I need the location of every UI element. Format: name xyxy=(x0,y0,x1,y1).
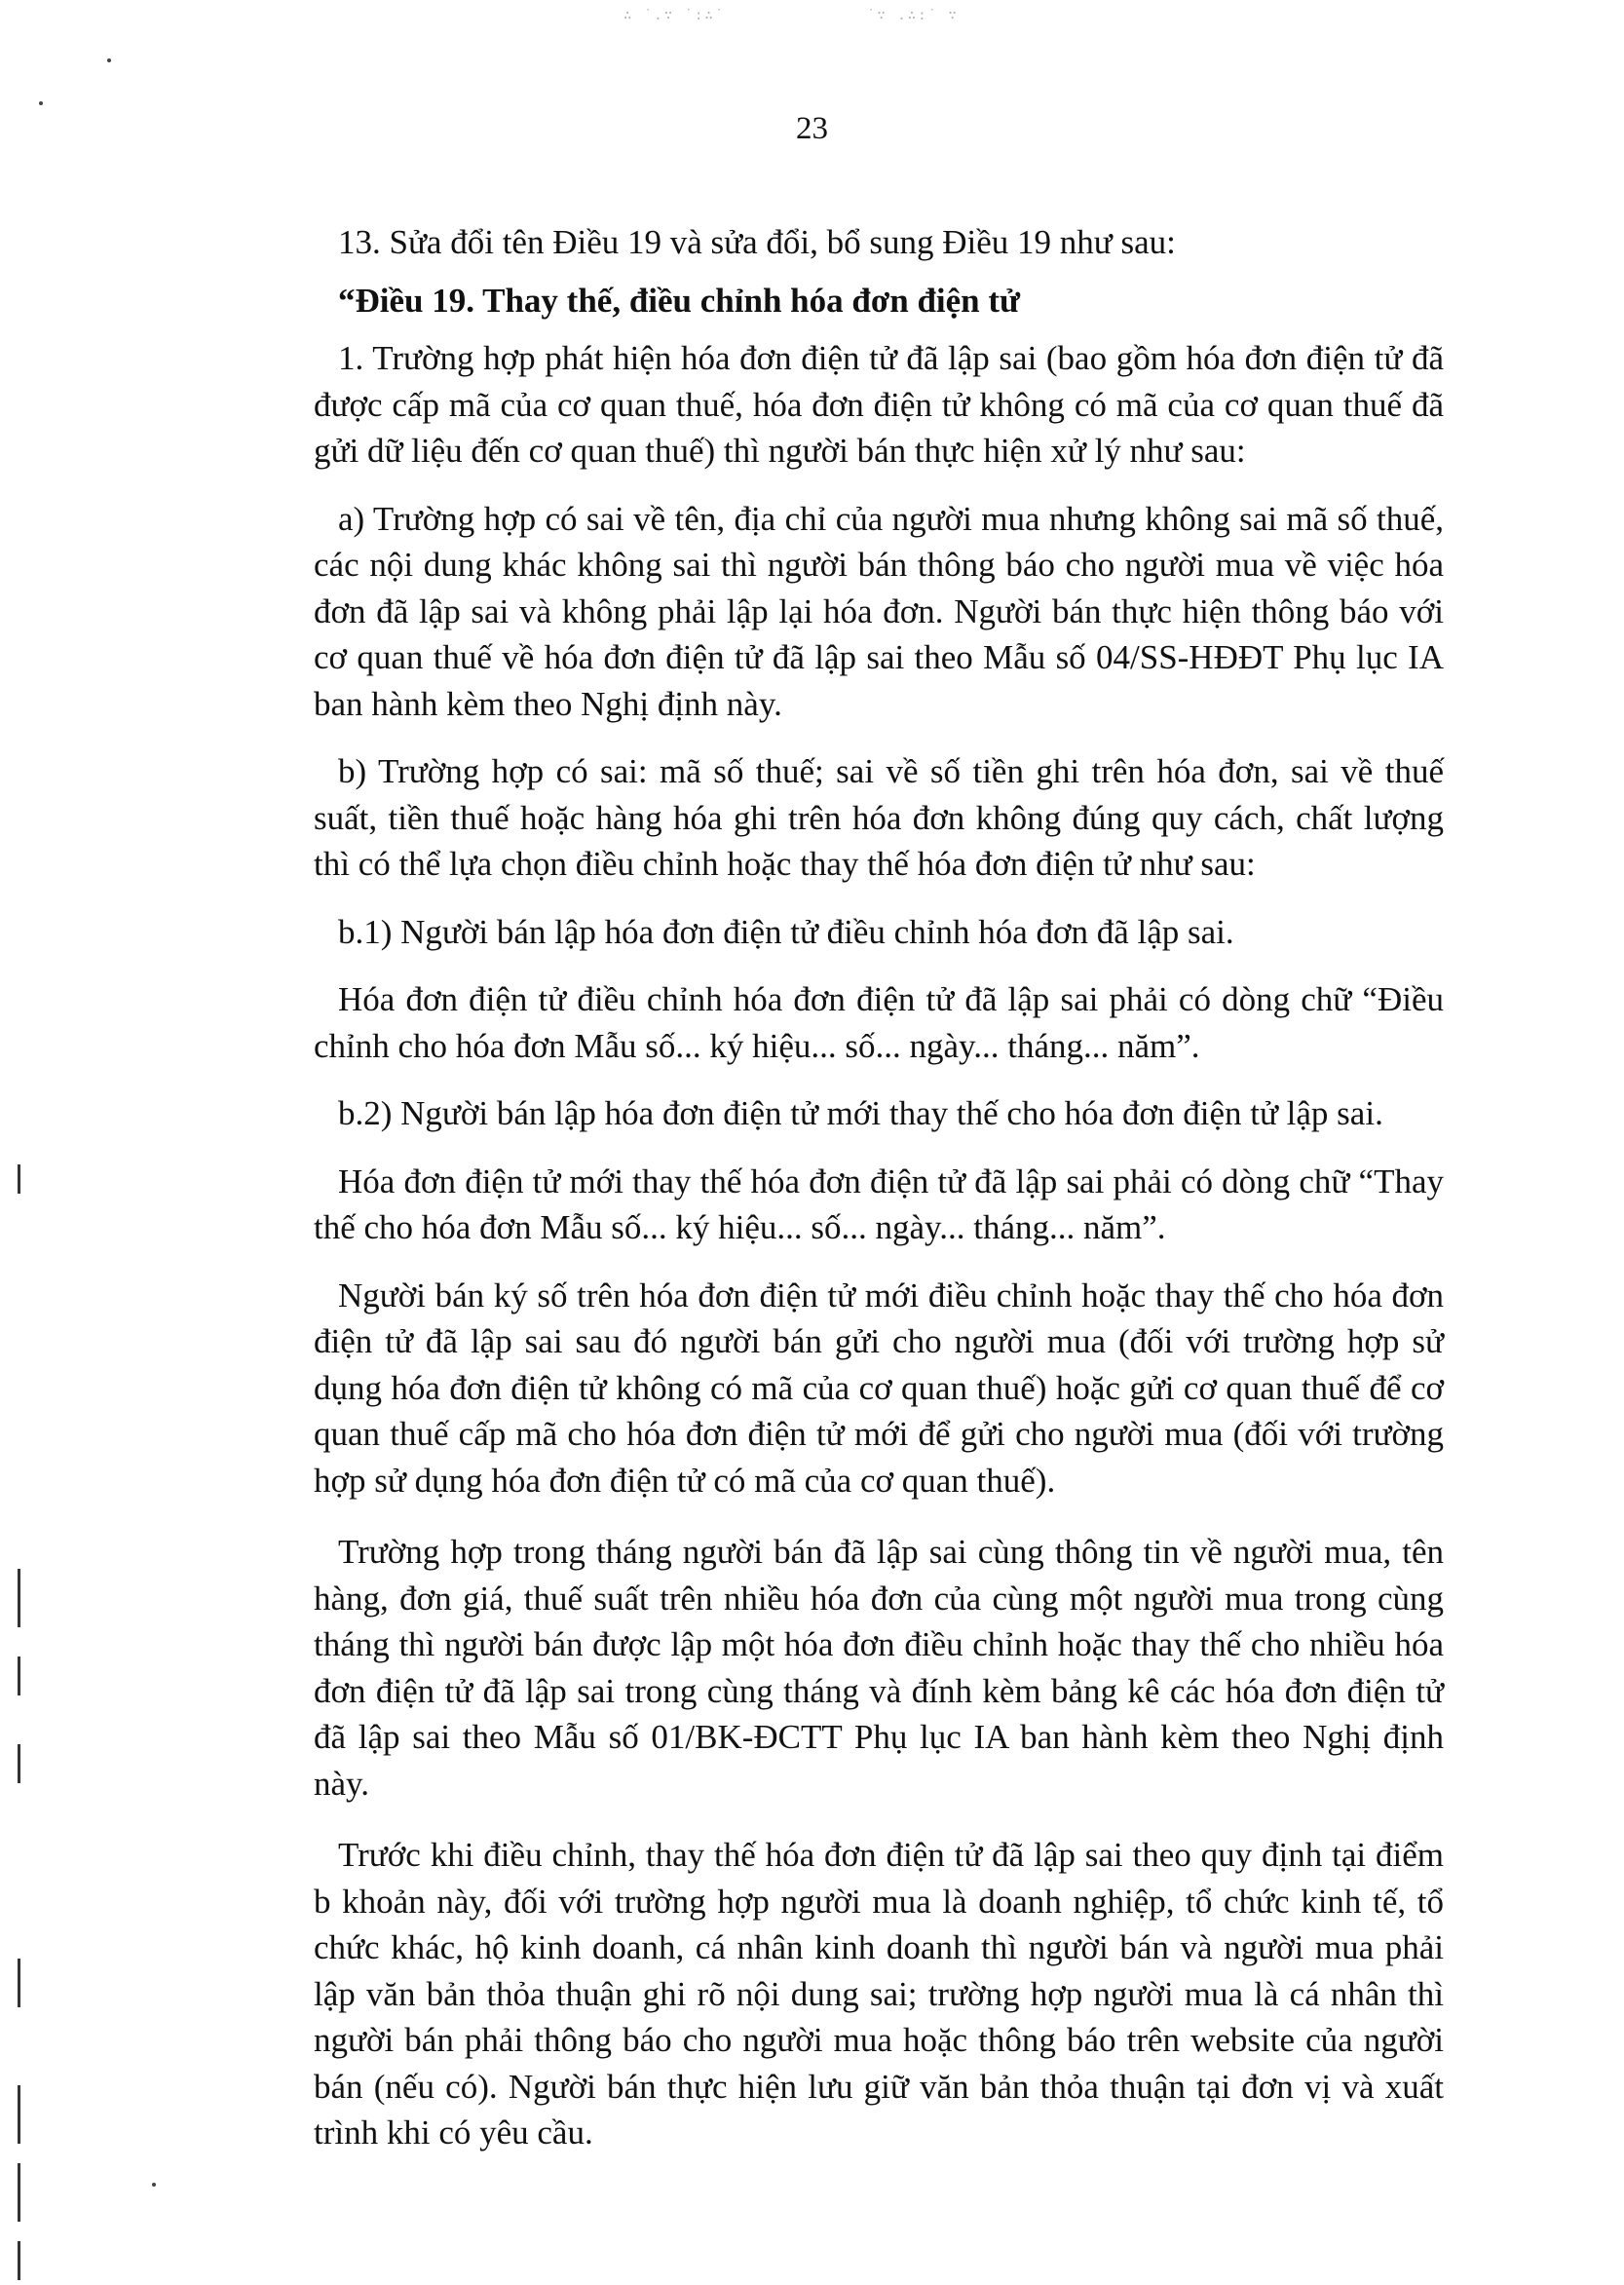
binding-mark xyxy=(18,1569,20,1627)
paragraph-agreement: Trước khi điều chỉnh, thay thế hóa đơn điện tử đã lập sai theo quy định tại điểm b khoản này, đối với trường hợp người mua là doanh nghiệp, tổ chức kinh tế, tổ chức khác, hộ kinh doanh, cá nhân kinh doanh thì người bán và người mua phải lập văn bản thỏa thuận ghi rõ nội dung sai; trường hợp người mua là cá nhân thì người bán phải thông báo cho người mua hoặc thông báo trên website của người bán (nếu có). Người bán thực hiện lưu giữ văn bản thỏa thuận tại đơn vị và xuất trình khi có yêu cầu. xyxy=(314,1836,1444,2152)
paragraph-adjustment-note: Hóa đơn điện tử điều chỉnh hóa đơn điện tử đã lập sai phải có dòng chữ “Điều chỉnh cho hóa đơn Mẫu số... ký hiệu... số... ngày... tháng... năm”. xyxy=(314,980,1444,1065)
article-heading: “Điều 19. Thay thế, điều chỉnh hóa đơn điện tử xyxy=(338,281,1021,320)
clause-1: 1. Trường hợp phát hiện hóa đơn điện tử đã lập sai (bao gồm hóa đơn điện tử đã được cấp mã của cơ quan thuế, hóa đơn điện tử không có mã của cơ quan thuế đã gửi dữ liệu đến cơ quan thuế) thì người bán thực hiện xử lý như sau: xyxy=(314,339,1444,470)
paragraph-digital-signing: Người bán ký số trên hóa đơn điện tử mới điều chỉnh hoặc thay thế cho hóa đơn điện tử đã lập sai sau đó người bán gửi cho người mua (đối với trường hợp sử dụng hóa đơn điện tử không có mã của cơ quan thuế) hoặc gửi cơ quan thuế để cơ quan thuế cấp mã cho hóa đơn điện tử mới để gửi cho người mua (đối với trường hợp sử dụng hóa đơn điện tử có mã của cơ quan thuế). xyxy=(314,1276,1444,1500)
binding-mark xyxy=(18,1164,20,1194)
point-b: b) Trường hợp có sai: mã số thuế; sai về số tiền ghi trên hóa đơn, sai về thuế suất, tiền thuế hoặc hàng hóa ghi trên hóa đơn không đúng quy cách, chất lượng thì có thể lựa chọn điều chỉnh hoặc thay thế hóa đơn điện tử như sau: xyxy=(314,752,1444,883)
binding-mark xyxy=(18,2163,20,2222)
scan-dot xyxy=(39,101,43,105)
binding-mark xyxy=(18,1744,20,1783)
scan-artifact: ˙∵ .∴:˙ ∵ xyxy=(867,8,959,23)
paragraph-replacement-note: Hóa đơn điện tử mới thay thế hóa đơn điện tử đã lập sai phải có dòng chữ “Thay thế cho hóa đơn Mẫu số... ký hiệu... số... ngày... tháng... năm”. xyxy=(314,1162,1444,1246)
scan-dot xyxy=(152,2183,156,2187)
scan-artifact: ∴ ˙.∵ ˙:∴˙ xyxy=(623,8,726,23)
paragraph-same-month: Trường hợp trong tháng người bán đã lập sai cùng thông tin về người mua, tên hàng, đơn giá, thuế suất trên nhiều hóa đơn của cùng một người mua trong cùng tháng thì người bán được lập một hóa đơn điều chỉnh hoặc thay thế cho nhiều hóa đơn điện tử đã lập sai trong cùng tháng và đính kèm bảng kê các hóa đơn điện tử đã lập sai theo Mẫu số 01/BK-ĐCTT Phụ lục IA ban hành kèm theo Nghị định này. xyxy=(314,1533,1444,1803)
scan-dot xyxy=(107,58,111,62)
binding-mark xyxy=(18,2241,20,2280)
point-a: a) Trường hợp có sai về tên, địa chỉ của người mua nhưng không sai mã số thuế, các nội dung khác không sai thì người bán thông báo cho người mua về việc hóa đơn đã lập sai và không phải lập lại hóa đơn. Người bán thực hiện thông báo với cơ quan thuế về hóa đơn điện tử đã lập sai theo Mẫu số 04/SS-HĐĐT Phụ lục IA ban hành kèm theo Nghị định này. xyxy=(314,499,1444,723)
point-b1: b.1) Người bán lập hóa đơn điện tử điều chỉnh hóa đơn đã lập sai. xyxy=(338,912,1234,951)
point-b2: b.2) Người bán lập hóa đơn điện tử mới thay thế cho hóa đơn điện tử lập sai. xyxy=(338,1094,1383,1132)
binding-mark xyxy=(18,1657,20,1695)
document-body xyxy=(314,219,1444,2156)
binding-mark xyxy=(18,2085,20,2144)
page-number: 23 xyxy=(796,111,828,146)
amendment-intro: 13. Sửa đổi tên Điều 19 và sửa đổi, bổ sung Điều 19 như sau: xyxy=(338,223,1176,261)
binding-mark xyxy=(18,1959,20,2007)
